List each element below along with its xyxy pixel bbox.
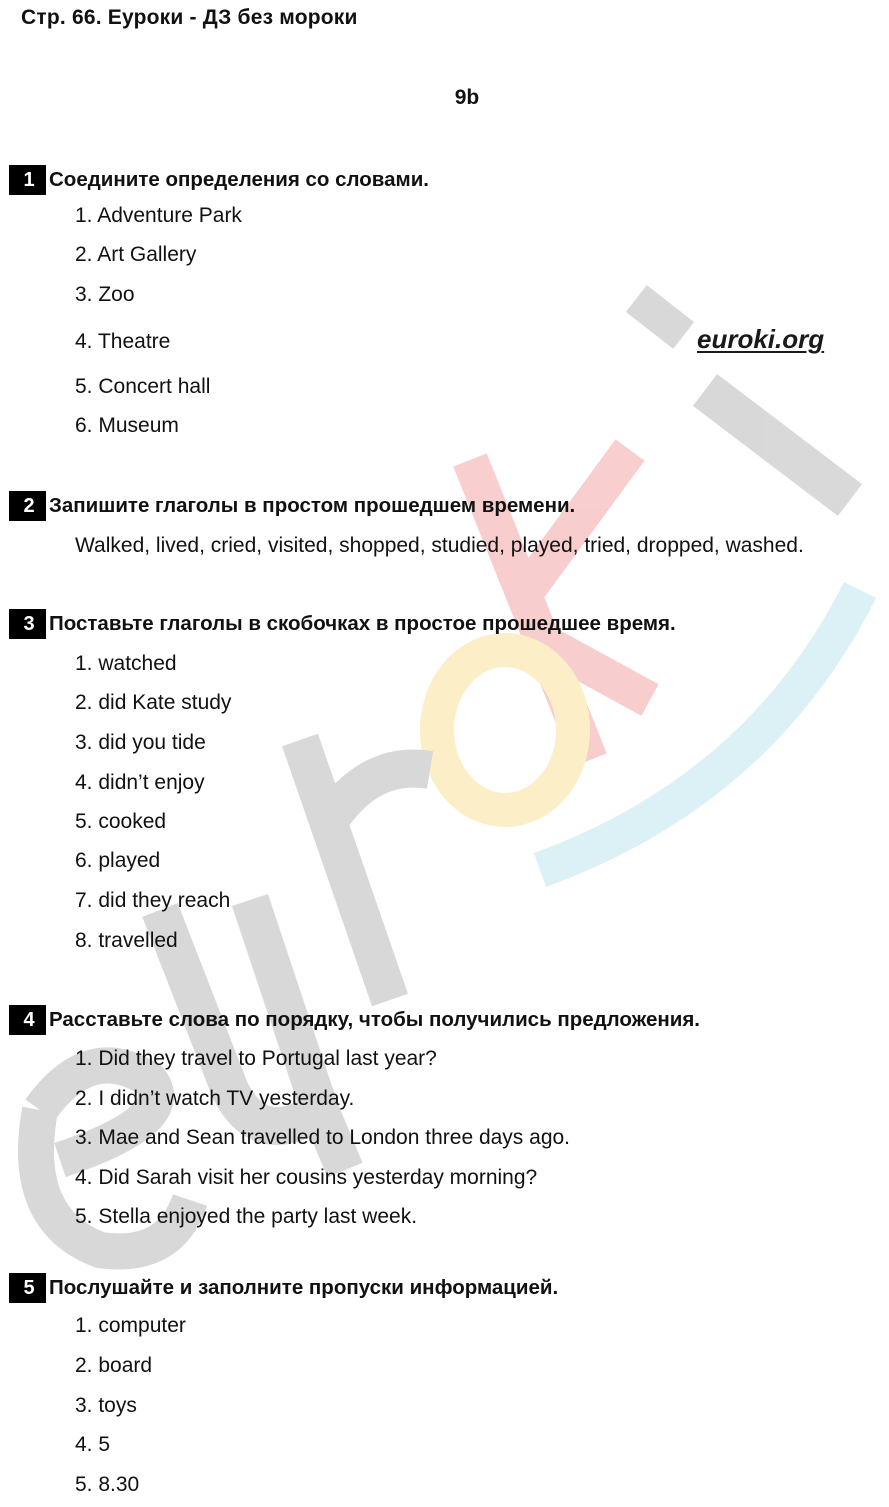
answer-line: 4. Theatre (75, 330, 171, 353)
task-5-header (9, 1271, 558, 1305)
answer-line: 1. Adventure Park (75, 204, 242, 227)
answer-line: 1. computer (75, 1314, 186, 1337)
task-2-header (9, 489, 575, 523)
answer-line: 4. didn’t enjoy (75, 771, 205, 794)
section-code: 9b (454, 86, 480, 109)
answer-line: 2. I didn’t watch TV yesterday. (75, 1087, 355, 1110)
answer-line: 3. toys (75, 1394, 137, 1417)
task-number-badge: 1 (9, 165, 46, 195)
task-number-badge: 4 (9, 1005, 46, 1035)
task-title: Послушайте и заполните пропуски информацией. (49, 1276, 559, 1299)
task-1-header (9, 163, 429, 197)
task-3-header (9, 607, 676, 641)
answer-line: 2. board (75, 1354, 153, 1377)
task-title: Соедините определения со словами. (49, 168, 429, 191)
task-title: Расставьте слова по порядку, чтобы получились предложения. (49, 1008, 700, 1031)
answer-line: 6. played (75, 849, 161, 872)
answer-line: 1. watched (75, 652, 177, 675)
task-4-header (9, 1003, 700, 1037)
task-title: Поставьте глаголы в скобочках в простое прошедшее время. (49, 612, 676, 635)
answer-line: 2. did Kate study (75, 691, 232, 714)
task-number-badge: 5 (9, 1273, 46, 1303)
answer-line: 3. Mae and Sean travelled to London three days ago. (75, 1126, 571, 1149)
answer-line: 7. did they reach (75, 889, 231, 912)
answer-line: 5. Stella enjoyed the party last week. (75, 1205, 418, 1228)
answer-line: 5. cooked (75, 810, 167, 833)
watermark-site-label: euroki.org (697, 324, 825, 354)
task-number-badge: 2 (9, 491, 46, 521)
answer-line: 5. 8.30 (75, 1473, 140, 1496)
answer-line: 3. did you tide (75, 731, 206, 754)
answer-line: 4. 5 (75, 1433, 111, 1456)
answer-line: 6. Museum (75, 414, 179, 437)
task-number-badge: 3 (9, 609, 46, 639)
answer-line: 5. Concert hall (75, 375, 211, 398)
answer-line: 8. travelled (75, 929, 178, 952)
answer-line: 3. Zoo (75, 283, 135, 306)
answer-line: 2. Art Gallery (75, 243, 197, 266)
task-title: Запишите глаголы в простом прошедшем времени. (49, 494, 576, 517)
page-title: Стр. 66. Еуроки - ДЗ без мороки (21, 6, 358, 29)
answer-line: Walked, lived, cried, visited, shopped, studied, played, tried, dropped, washed. (75, 534, 804, 557)
answer-line: 4. Did Sarah visit her cousins yesterday morning? (75, 1166, 538, 1189)
answer-line: 1. Did they travel to Portugal last year? (75, 1047, 437, 1070)
